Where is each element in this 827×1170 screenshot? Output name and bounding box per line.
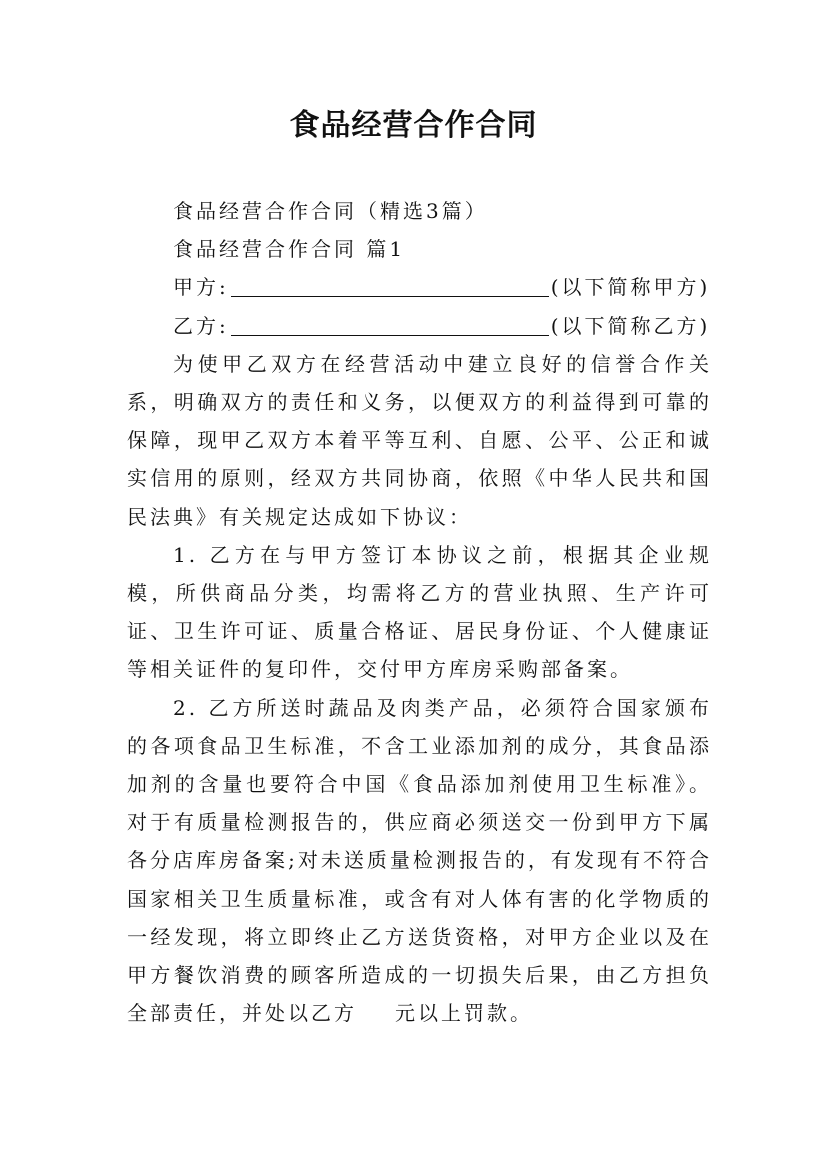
party-b-blank (231, 313, 549, 336)
clause-2-end: 元以上罚款。 (395, 1001, 533, 1026)
clause-2-text: 2. 乙方所送时蔬品及肉类产品，必须符合国家颁布的各项食品卫生标准，不含工业添加剂的成分，其食品添加剂的含量也要符合中国《食品添加剂使用卫生标准》。对于有质量检测报告的，供应商必须送交一份到甲方下属各分店库房备案;对未送质量检测报告的，有发现有不符合国家相关卫生质量标准，或含有对人体有害的化学物质的一经发现，将立即终止乙方送货资格，对甲方企业以及在甲方餐饮消费的顾客所造成的一切损失后果，由乙方担负全部责任，并处以乙方 (127, 695, 712, 1026)
party-a-label: 甲方: (173, 275, 229, 300)
section-heading: 食品经营合作合同 篇1 (173, 237, 406, 262)
document-title: 食品经营合作合同 (289, 108, 538, 143)
clause-1-paragraph: 1. 乙方在与甲方签订本协议之前，根据其企业规模，所供商品分类，均需将乙方的营业执照、生产许可证、卫生许可证、质量合格证、居民身份证、个人健康证等相关证件的复印件，交付甲方库房采购部备案。 (127, 542, 712, 682)
clause-2-paragraph (127, 689, 712, 1033)
subtitle: 食品经营合作合同（精选3篇） (173, 199, 488, 223)
party-a-line (127, 268, 712, 306)
party-b-label: 乙方: (173, 313, 229, 338)
intro-paragraph: 为使甲乙双方在经营活动中建立良好的信誉合作关系，明确双方的责任和义务，以便双方的利益得到可靠的保障，现甲乙双方本着平等互利、自愿、公平、公正和诚实信用的原则，经双方共同协商，依照《中华人民共和国民法典》有关规定达成如下协议： (127, 351, 712, 529)
party-a-suffix: (以下简称甲方) (550, 275, 711, 300)
party-b-suffix: (以下简称乙方) (550, 313, 711, 338)
document-body (127, 192, 712, 1032)
party-a-blank (231, 274, 549, 297)
party-b-line (127, 307, 712, 345)
